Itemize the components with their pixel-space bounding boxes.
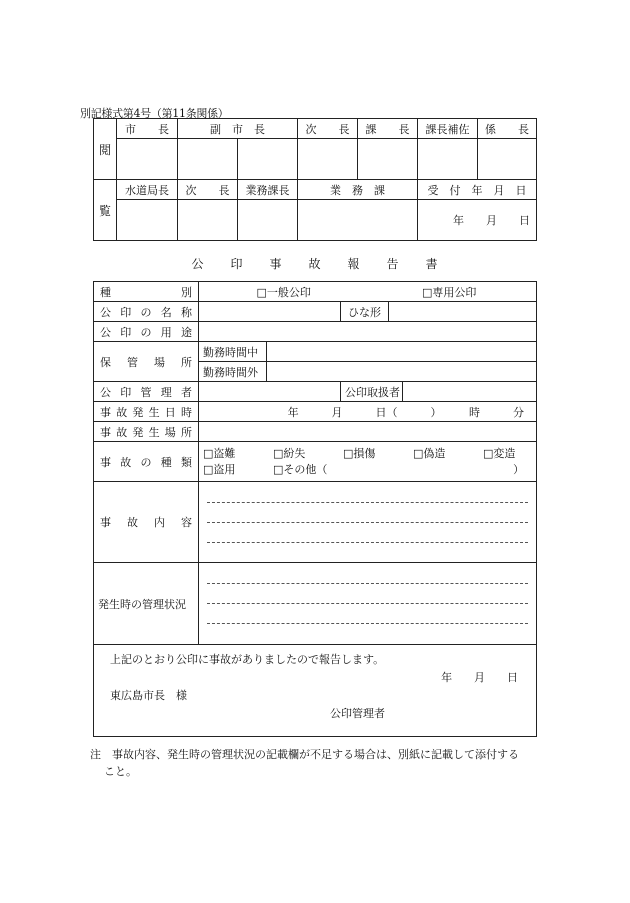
form-number-label: 別記様式第4号（第11条関係） bbox=[80, 107, 229, 120]
incident-place-label: 事故発生場所 bbox=[94, 422, 199, 442]
header-mayor: 市 長 bbox=[117, 119, 178, 139]
seal-use-field[interactable] bbox=[199, 322, 537, 342]
stamp-cell[interactable] bbox=[117, 139, 178, 180]
seal-name-field[interactable] bbox=[199, 302, 341, 322]
header-business-section: 業 務 課 bbox=[298, 180, 418, 200]
stamp-cell[interactable] bbox=[117, 200, 178, 241]
receipt-date-cell[interactable]: 年 月 日 bbox=[418, 200, 537, 241]
title-char: 事 bbox=[269, 257, 283, 271]
forgery-checkbox[interactable]: □偽造 bbox=[413, 446, 446, 460]
management-status-field[interactable] bbox=[199, 563, 537, 645]
incident-date-field[interactable]: 年 月 日（ ） 時 分 bbox=[199, 402, 537, 422]
header-water-bureau-chief: 水道局長 bbox=[117, 180, 178, 200]
stamp-cell[interactable] bbox=[178, 200, 238, 241]
report-title bbox=[0, 255, 630, 272]
statement-text: 上記のとおり公印に事故がありましたので報告します。 bbox=[110, 653, 385, 666]
seal-handler-label: 公印取扱者 bbox=[341, 382, 403, 402]
incident-type-options bbox=[199, 442, 537, 482]
stamp-cell[interactable] bbox=[358, 139, 418, 180]
seal-manager-label: 公 印 管 理 者 bbox=[94, 382, 199, 402]
dotted-line bbox=[207, 502, 528, 503]
approval-table bbox=[93, 118, 537, 241]
incident-detail-field[interactable] bbox=[199, 482, 537, 563]
footnote-line-1: 注 事故内容、発生時の管理状況の記載欄が不足する場合は、別紙に記載して添付する bbox=[90, 748, 519, 761]
loss-checkbox[interactable]: □紛失 bbox=[273, 446, 306, 460]
signer: 公印管理者 bbox=[330, 707, 385, 720]
stamp-cell[interactable] bbox=[298, 200, 418, 241]
alteration-checkbox[interactable]: □変造 bbox=[483, 446, 516, 460]
approval-label-1: 閲 bbox=[94, 119, 117, 180]
header-deputy-director: 次 長 bbox=[298, 119, 358, 139]
title-char: 印 bbox=[230, 257, 244, 271]
addressee: 東広島市長 様 bbox=[110, 689, 187, 702]
working-hours-field[interactable] bbox=[267, 342, 537, 362]
incident-date-label: 事故発生日時 bbox=[94, 402, 199, 422]
header-subsection-chief: 係 長 bbox=[478, 119, 537, 139]
footnote bbox=[90, 746, 560, 780]
title-char: 故 bbox=[308, 257, 322, 271]
statement-date[interactable]: 年 月 日 bbox=[441, 671, 519, 684]
title-char: 公 bbox=[191, 257, 205, 271]
header-section-chief: 課 長 bbox=[358, 119, 418, 139]
kind-options bbox=[199, 282, 537, 302]
misuse-checkbox[interactable]: □盗用 bbox=[203, 462, 236, 476]
header-deputy: 次 長 bbox=[178, 180, 238, 200]
title-char: 報 bbox=[347, 257, 361, 271]
special-seal-checkbox[interactable]: □専用公印 bbox=[422, 285, 477, 299]
title-char: 書 bbox=[425, 257, 439, 271]
statement-block bbox=[94, 645, 537, 737]
seal-use-label: 公 印 の 用 途 bbox=[94, 322, 199, 342]
stamp-cell[interactable] bbox=[238, 200, 298, 241]
incident-place-field[interactable] bbox=[199, 422, 537, 442]
stamp-cell[interactable] bbox=[478, 139, 537, 180]
hinagata-field[interactable] bbox=[389, 302, 537, 322]
approval-label-2: 覧 bbox=[94, 180, 117, 241]
management-status-label: 発生時の管理状況 bbox=[94, 563, 199, 645]
off-hours-label: 勤務時間外 bbox=[199, 362, 267, 382]
dotted-line bbox=[207, 542, 528, 543]
seal-name-label: 公 印 の 名 称 bbox=[94, 302, 199, 322]
header-deputy-mayor: 副 市 長 bbox=[178, 119, 298, 139]
dotted-line bbox=[207, 583, 528, 584]
footnote-line-2: こと。 bbox=[104, 765, 137, 778]
dotted-line bbox=[207, 603, 528, 604]
incident-type-label: 事 故 の 種 類 bbox=[94, 442, 199, 482]
stamp-cell[interactable] bbox=[418, 139, 478, 180]
off-hours-field[interactable] bbox=[267, 362, 537, 382]
damage-checkbox[interactable]: □損傷 bbox=[343, 446, 376, 460]
dotted-line bbox=[207, 623, 528, 624]
title-char: 告 bbox=[386, 257, 400, 271]
stamp-cell[interactable] bbox=[178, 139, 238, 180]
other-checkbox[interactable]: □その他（ bbox=[273, 462, 328, 476]
general-seal-checkbox[interactable]: □一般公印 bbox=[256, 285, 311, 299]
incident-detail-label: 事 故 内 容 bbox=[94, 482, 199, 563]
header-assistant-chief: 課長補佐 bbox=[418, 119, 478, 139]
working-hours-label: 勤務時間中 bbox=[199, 342, 267, 362]
seal-handler-field[interactable] bbox=[403, 382, 537, 402]
header-business-manager: 業務課長 bbox=[238, 180, 298, 200]
hinagata-label: ひな形 bbox=[341, 302, 389, 322]
stamp-cell[interactable] bbox=[298, 139, 358, 180]
stamp-cell[interactable] bbox=[238, 139, 298, 180]
dotted-line bbox=[207, 522, 528, 523]
other-close-paren: ） bbox=[513, 462, 525, 476]
report-table bbox=[93, 281, 537, 737]
header-receipt-date: 受 付 年 月 日 bbox=[418, 180, 537, 200]
seal-manager-field[interactable] bbox=[199, 382, 341, 402]
storage-place-label: 保 管 場 所 bbox=[94, 342, 199, 382]
kind-label: 種 別 bbox=[94, 282, 199, 302]
theft-checkbox[interactable]: □盗難 bbox=[203, 446, 236, 460]
